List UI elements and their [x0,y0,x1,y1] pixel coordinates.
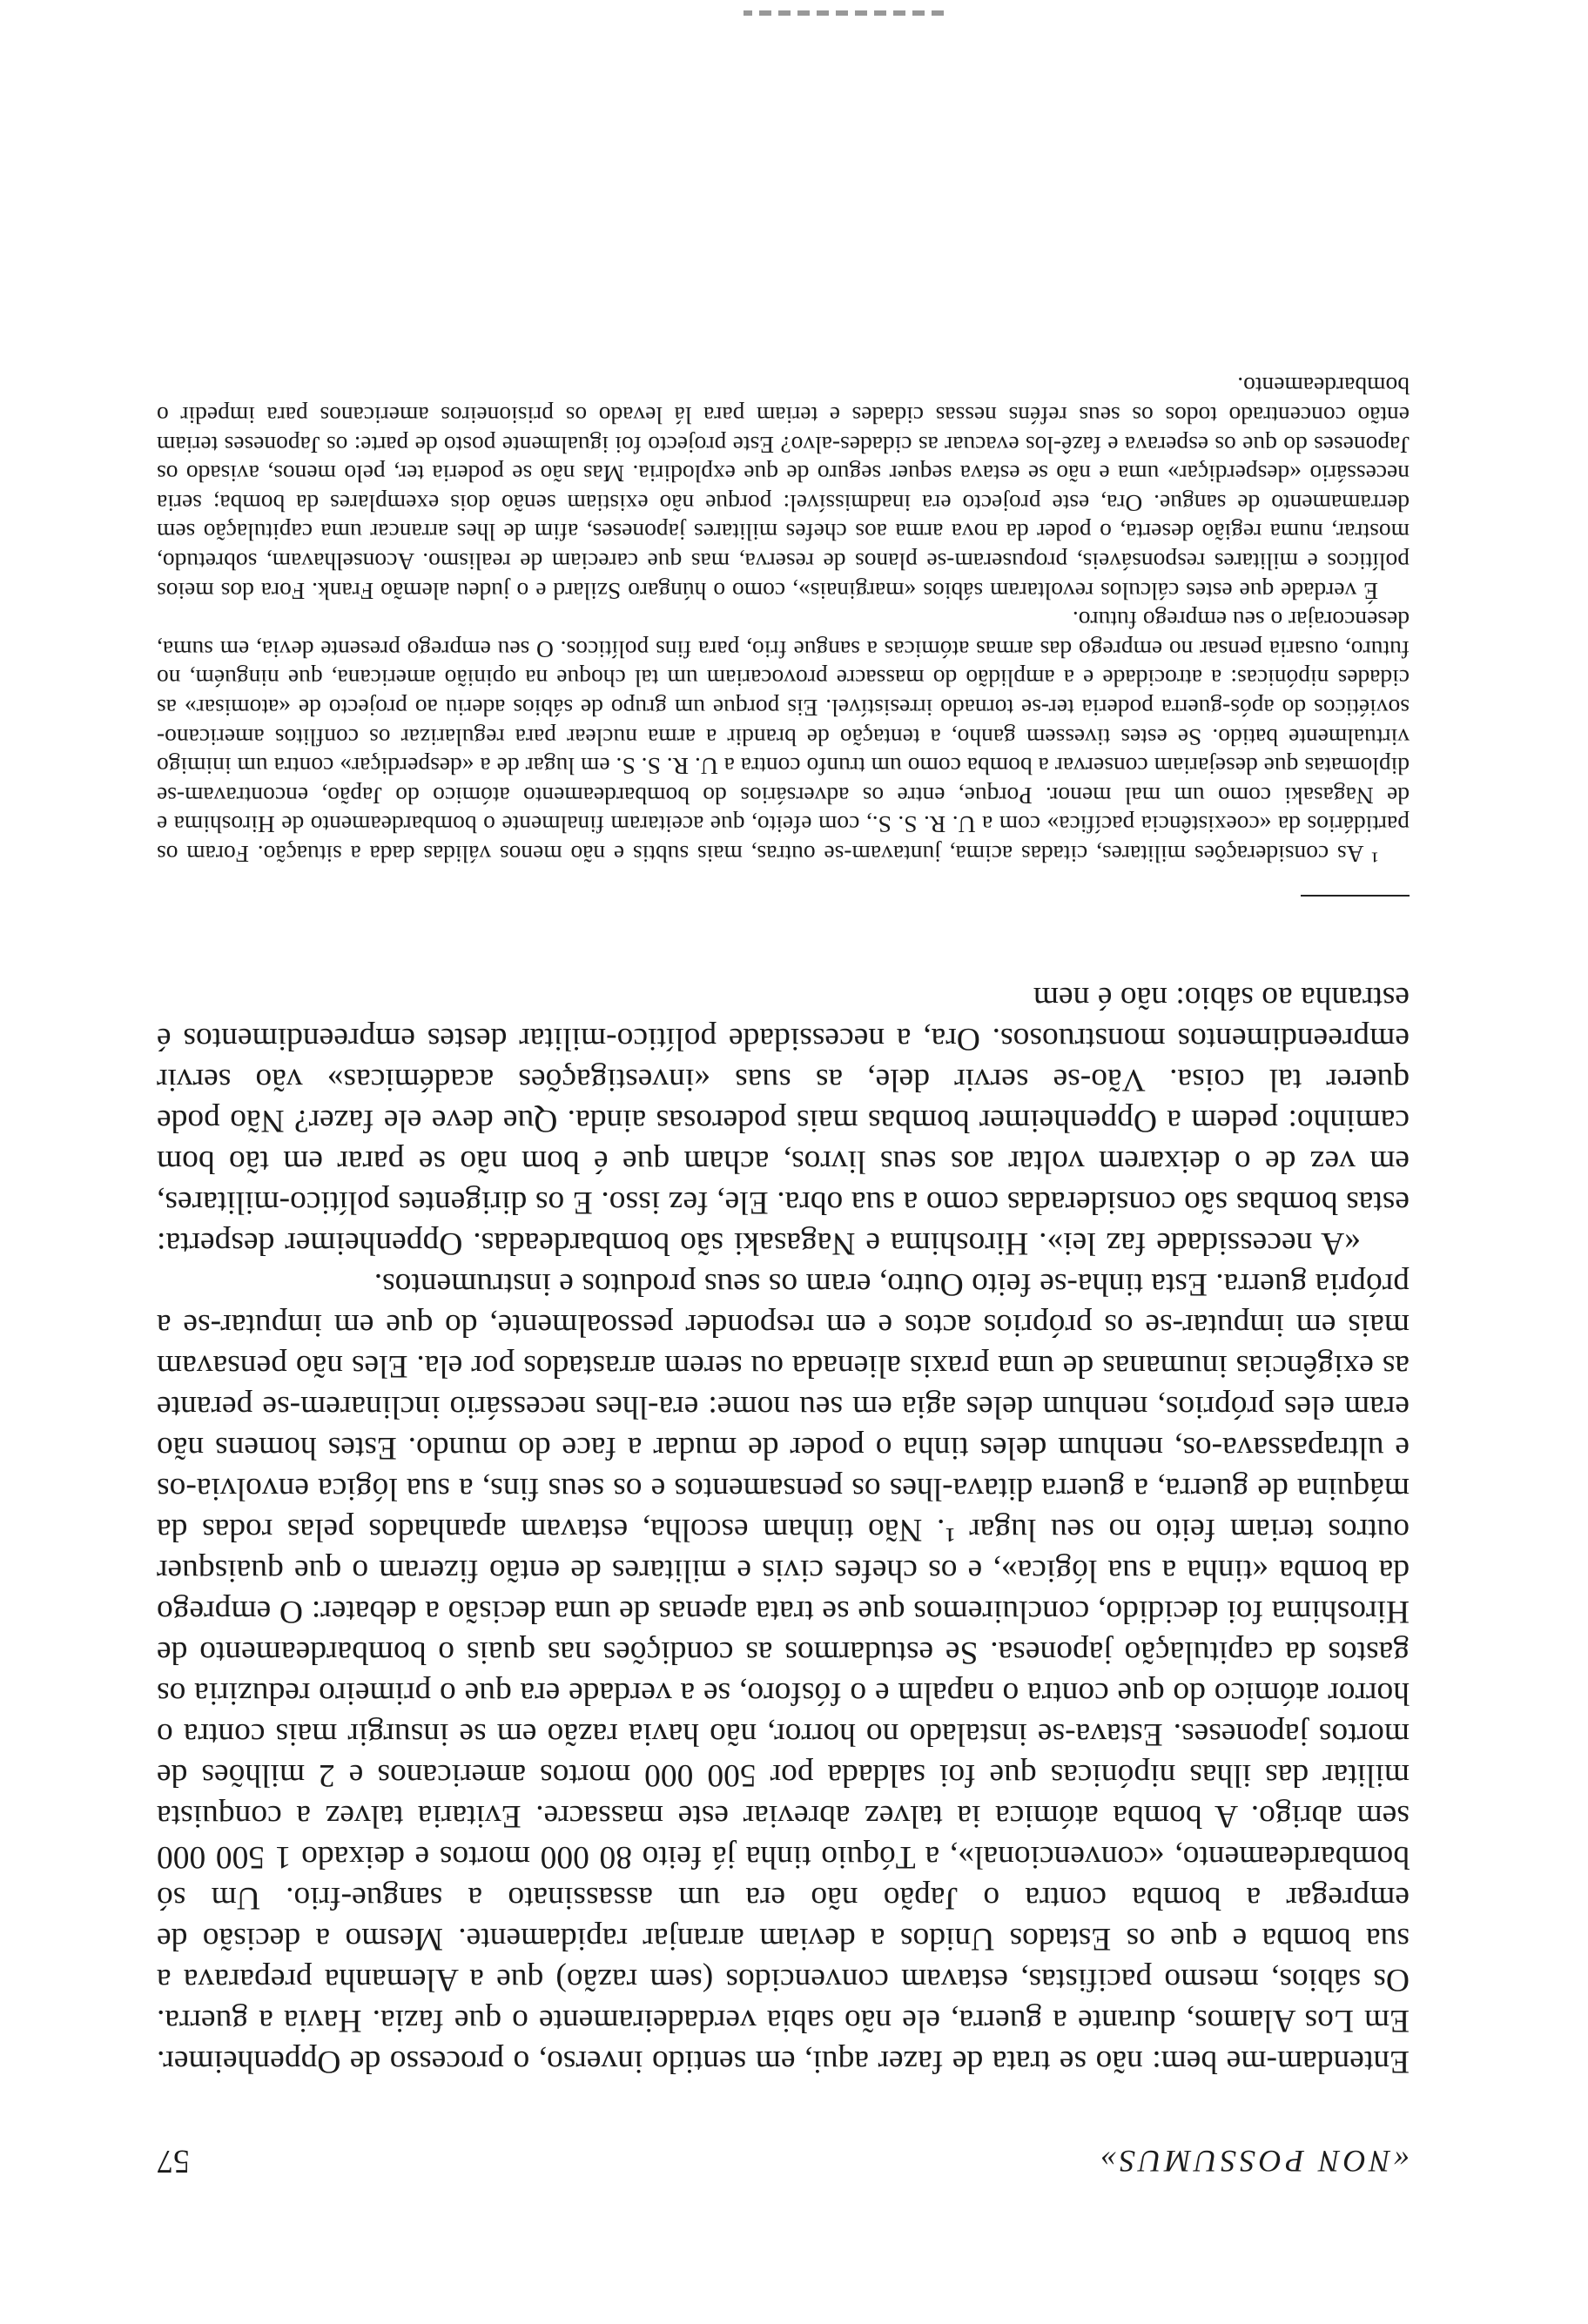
body-text [157,977,1410,2082]
paragraph: «A necessidade faz lei». Hiroshima e Nagasaki são bombardeadas. Oppenheimer desperta: estas bombas são consideradas como a sua obra. Ele, fez isso. E os dirigentes político-militares, em vez de o deixarem voltar aos seus livros, acham que é bom não se parar em tão bom caminho: pedem a Oppenheimer bombas mais poderosas ainda. Que deve ele fazer? Não pode querer tal coisa. Vão-se servir dele, as suas «investigações académicas» vão servir empreendimentos monstruosos. Ora, a necessidade político-militar destes empreendimentos é estranha ao sábio: não é nem [157,980,1410,1261]
running-title: «NON POSSUMUS» [1097,2144,1410,2179]
paragraph: Entendam-me bem: não se trata de fazer aqui, em sentido inverso, o processo de Oppenheimer. Em Los Alamos, durante a guerra, ele não sabia verdadeiramente o que fazia. Havia a guerra. Os sábios, mesmo pacifistas, estavam convencidos (sem razão) que a Alemanha preparava a sua bomba e que os Estados Unidos a deviam arranjar rapidamente. Mesmo a decisão de empregar a bomba contra o Japão não era um assassinato a sangue-frio. Um só bombardeamento, «convencional», a Tóquio tinha já feito 80 000 mortos e deixado 1 500 000 sem abrigo. A bomba atómica ia talvez abreviar este massacre. Evitaria talvez a conquista militar das ilhas nipónicas que foi saldada por 500 000 mortos americanos e 2 milhões de mortos japoneses. Estava-se instalado no horror, não havia razão em se insurgir mais contra o horror atómico do que contra o napalm e o fósforo, se a verdade era que o primeiro reduziria os gastos da capitulação japonesa. Se estudarmos as condições nas quais o bombardeamento de Hiroshima foi decidido, concluiremos que se trata apenas de uma decisão a debater: O emprego da bomba «tinha a sua lógica», e os chefes civis e militares de então fizeram o que quaisquer outros teriam feito no seu lugar ¹. Não tinham escolha, estavam apanhados pelas rodas da máquina de guerra, a guerra ditava-lhes os pensamentos e os seus fins, a sua lógica envolvia-os e ultrapassava-os, nenhum deles tinha o poder de mudar a face do mundo. Estes homens não eram eles próprios, nenhum deles agia em seu nome: era-lhes necessário inclinarem-se perante as exigências inumanas de uma praxis alienada ou serem arrastados por ela. Eles não pensavam mais em imputar-se os próprios actos e em responder pessoalmente, do que em imputar-se a própria guerra. Esta tinha-se feito Outro, eram os seus produtos e instrumentos. [157,1266,1410,2079]
page-number: 57 [157,2143,190,2180]
footnotes [157,372,1410,869]
footnote-paragraph: ¹ As considerações militares, citadas acima, juntavam-se outras, mais subtis e não menos válidas dada a situação. Foram os partidários da «coexistência pacífica» com a U. R. S. S., com efeito, que aceitaram finalmente o bombardeamento de Hiroshima e de Nagasaki como um mal menor. Porque, entre os adversários do bombardeamento atómico do Japão, encontravam-se diplomatas que desejariam conservar a bomba como um trunfo contra a U. R. S. S. em lugar de a «desperdiçar» contra um inimigo virtualmente batido. Se estes tivessem ganho, a tentação de brandir a arma nuclear para regularizar os conflitos americano-soviéticos do após-guerra poderia ter-se tornado irresistível. Eis porque um grupo de sábios aderiu ao projecto de «atomisar» as cidades nipónicas: a atrocidade e a amplidão do massacre provocariam um tal choque na opinião americana, que ninguém, no futuro, ousaria pensar no emprego das armas atómicas a sangue frio, para fins políticos. O seu emprego presente devia, em suma, desencorajar o seu emprego futuro. [157,607,1410,868]
footnote-paragraph: É verdade que estes cálculos revoltaram sábios «marginais», como o húngaro Szilard e o judeu alemão Frank. Fora dos meios políticos e militares responsáveis, propuseram-se planos de reserva, mas que careciam de realismo. Aconselhavam, sobretudo, mostrar, numa região deserta, o poder da nova arma aos chefes militares japoneses, afim de lhes arrancar uma capitulação sem derramamento de sangue. Ora, este projecto era inadmissível: porque não existiam senão dois exemplares da bomba; seria necessário «desperdiçar» uma e não se estava sequer seguro de que explodiria. Mas não se poderia ter, pelo menos, avisado os Japoneses do que os esperava e fazê-los evacuar as cidades-alvo? Este projecto foi igualmente posto de parte: os Japoneses teriam então concentrado todos os seus reféns nessas cidades e teriam para lá levado os prisioneiros americanos para impedir o bombardeamento. [157,373,1410,605]
footnote-separator [1301,895,1410,897]
scan-artifact [744,10,944,16]
page-header [157,2132,1410,2180]
